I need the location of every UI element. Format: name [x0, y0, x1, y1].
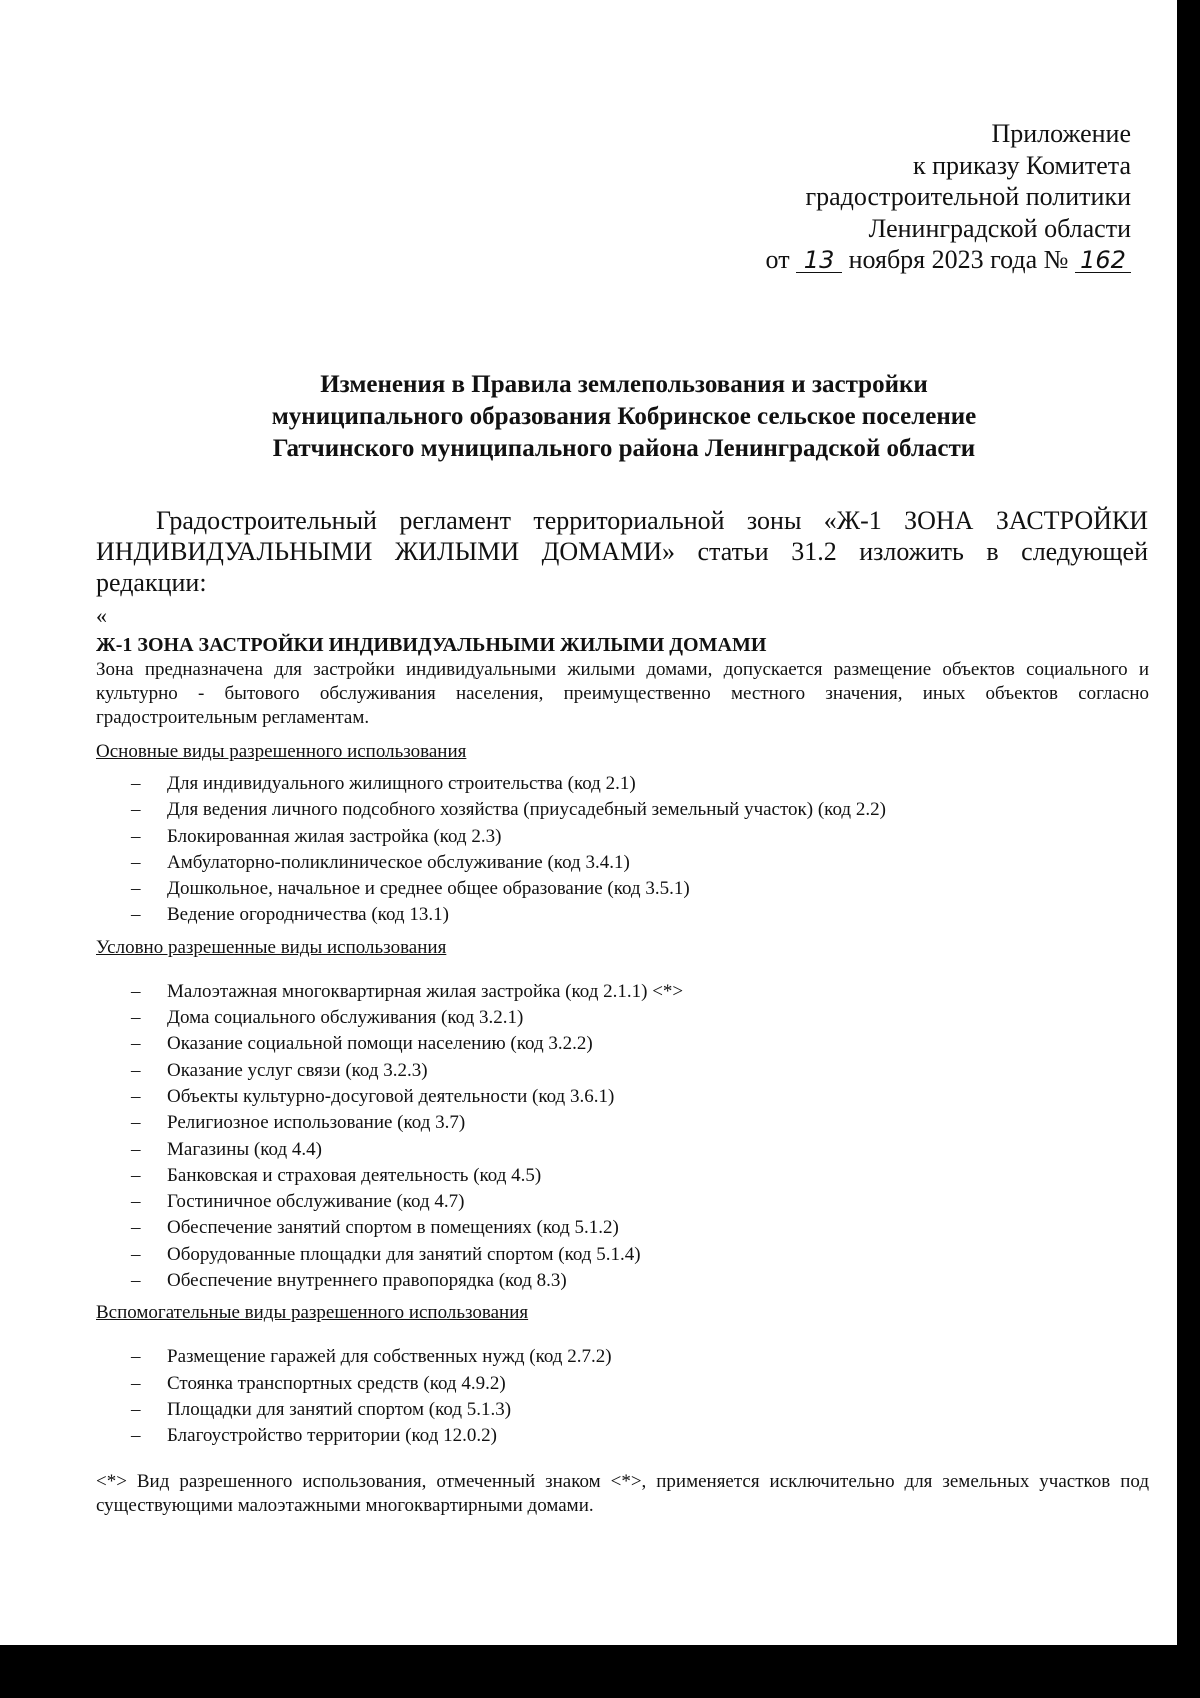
dash-marker: – [131, 1398, 141, 1420]
list-item: – Амбулаторно-поликлиническое обслуживание (код 3.4.1) [96, 850, 1149, 876]
date-rest: ноября 2023 года № [848, 245, 1069, 274]
list-item: – Для ведения личного подсобного хозяйства (приусадебный земельный участок) (код 2.2) [96, 797, 1149, 823]
list-item: – Объекты культурно-досуговой деятельности (код 3.6.1) [96, 1084, 1149, 1110]
document-title [0, 369, 1177, 465]
list-item: – Дошкольное, начальное и среднее общее образование (код 3.5.1) [96, 876, 1149, 902]
list-item: – Стоянка транспортных средств (код 4.9.2) [96, 1371, 1149, 1397]
dash-marker: – [131, 799, 141, 821]
approval-line-committee: градостроительной политики [805, 182, 1131, 211]
dash-marker: – [131, 1243, 141, 1265]
main-uses-title: Основные виды разрешенного использования [96, 741, 467, 762]
zone-heading: Ж-1 ЗОНА ЗАСТРОЙКИ ИНДИВИДУАЛЬНЫМИ ЖИЛЫМИ ДОМАМИ [96, 634, 767, 656]
dash-marker: – [131, 1138, 141, 1160]
dash-marker: – [131, 980, 141, 1002]
lead-paragraph: Градостроительный регламент территориальной зоны «Ж-1 ЗОНА ЗАСТРОЙКИ ИНДИВИДУАЛЬНЫМИ ЖИЛЫМИ ДОМАМИ» статьи 31.2 изложить в следующей редакции: [96, 506, 1148, 597]
dash-marker: – [131, 1372, 141, 1394]
auxiliary-uses-title: Вспомогательные виды разрешенного использования [96, 1302, 529, 1324]
list-item: – Религиозное использование (код 3.7) [96, 1110, 1149, 1136]
list-item: – Банковская и страховая деятельность (код 4.5) [96, 1163, 1149, 1189]
list-item: – Обеспечение занятий спортом в помещениях (код 5.1.2) [96, 1215, 1149, 1241]
dash-marker: – [131, 825, 141, 847]
footnote: <*> Вид разрешенного использования, отмеченный знаком <*>, применяется исключительно для земельных участков под существующими малоэтажными многоквартирными домами. [96, 1470, 1149, 1516]
opening-quote: « [96, 603, 107, 628]
title-line-1: Изменения в Правила землепользования и застройки [320, 371, 928, 398]
dash-marker: – [131, 904, 141, 926]
list-item: – Для индивидуального жилищного строительства (код 2.1) [96, 771, 1149, 797]
conditional-uses-list [96, 979, 1149, 1295]
list-item: – Дома социального обслуживания (код 3.2.1) [96, 1005, 1149, 1031]
list-item: – Ведение огородничества (код 13.1) [96, 902, 1149, 928]
dash-marker: – [131, 1217, 141, 1239]
dash-marker: – [131, 878, 141, 900]
approval-line-region: Ленинградской области [868, 213, 1131, 243]
dash-marker: – [131, 1270, 141, 1292]
list-item: – Оказание услуг связи (код 3.2.3) [96, 1058, 1149, 1084]
approval-line-appendix: Приложение [991, 119, 1131, 148]
auxiliary-uses-list [96, 1344, 1149, 1449]
main-uses-list [96, 771, 1149, 929]
dash-marker: – [131, 851, 141, 873]
dash-marker: – [131, 1033, 141, 1055]
dash-marker: – [131, 1085, 141, 1107]
list-item: – Оказание социальной помощи населению (код 3.2.2) [96, 1031, 1149, 1057]
dash-marker: – [131, 773, 141, 794]
list-item: – Размещение гаражей для собственных нужд (код 2.7.2) [96, 1344, 1149, 1370]
list-item: – Гостиничное обслуживание (код 4.7) [96, 1189, 1149, 1215]
approval-date-line [766, 244, 1131, 276]
spacer [96, 967, 1149, 979]
list-item: – Малоэтажная многоквартирная жилая застройка (код 2.1.1) <*> [96, 979, 1149, 1005]
list-item: – Площадки для занятий спортом (код 5.1.3) [96, 1397, 1149, 1423]
list-item: – Оборудованные площадки для занятий спортом (код 5.1.4) [96, 1242, 1149, 1268]
spacer [96, 1332, 1149, 1344]
dash-marker: – [131, 1007, 141, 1029]
title-line-2: муниципального образования Кобринское сельское поселение [271, 403, 977, 430]
list-item: – Обеспечение внутреннего правопорядка (код 8.3) [96, 1268, 1149, 1294]
dash-marker: – [131, 1059, 141, 1081]
list-item: – Благоустройство территории (код 12.0.2) [96, 1423, 1149, 1449]
dash-marker: – [131, 1164, 141, 1186]
handwritten-order-number: 162 [1075, 248, 1131, 273]
approval-block [766, 118, 1131, 276]
approval-line-order: к приказу Комитета [912, 150, 1131, 180]
dash-marker: – [131, 1425, 141, 1447]
zone-description: Зона предназначена для застройки индивидуальными жилыми домами, допускается размещение объектов социального и культурно - бытового обслуживания населения, преимущественно местного значения, иных объектов согласно градостроительным регламентам. [96, 659, 1149, 728]
dash-marker: – [131, 1112, 141, 1134]
conditional-uses-title: Условно разрешенные виды использования [96, 936, 447, 958]
regulation-body [96, 632, 1149, 1537]
dash-marker: – [131, 1346, 141, 1368]
dash-marker: – [131, 1191, 141, 1213]
list-item: – Магазины (код 4.4) [96, 1137, 1149, 1163]
date-prefix: от [765, 245, 790, 274]
title-line-3: Гатчинского муниципального района Ленинградской области [272, 435, 976, 462]
list-item: – Блокированная жилая застройка (код 2.3) [96, 824, 1149, 850]
handwritten-day: 13 [796, 248, 842, 273]
